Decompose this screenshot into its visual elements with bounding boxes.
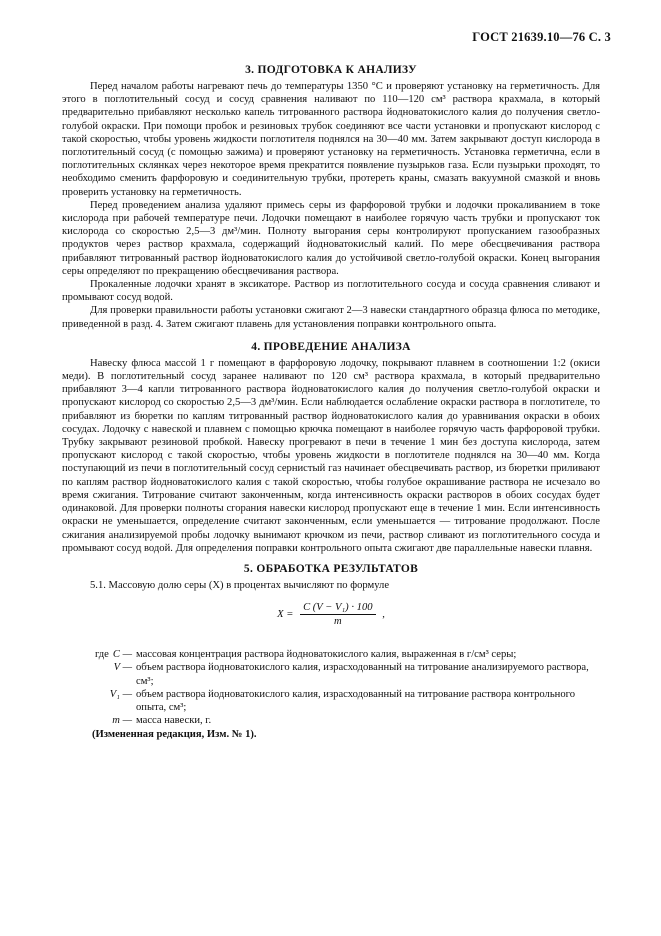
formula-lhs: X = bbox=[277, 609, 294, 621]
page-content bbox=[62, 58, 600, 740]
section-3-title: 3. ПОДГОТОВКА К АНАЛИЗУ bbox=[245, 64, 417, 76]
section-3-paragraph-3: Прокаленные лодочки хранят в эксикаторе. Раствор из поглотительного сосуда и сосуда сравнения сливают и промывают сосуд водой. bbox=[62, 279, 600, 304]
formula-numerator: C (V − V₁) · 100 bbox=[300, 602, 376, 615]
formula bbox=[62, 602, 600, 640]
formula-denominator: m bbox=[333, 616, 342, 628]
definition-row bbox=[62, 661, 600, 687]
running-header: ГОСТ 21639.10—76 С. 3 bbox=[472, 30, 611, 44]
definition-text: масса навески, г. bbox=[136, 715, 212, 727]
definition-symbol: C — bbox=[112, 649, 132, 661]
section-5-title: 5. ОБРАБОТКА РЕЗУЛЬТАТОВ bbox=[243, 562, 419, 575]
symbol-definitions bbox=[62, 648, 600, 727]
definition-row bbox=[62, 688, 600, 714]
definition-symbol: m — bbox=[112, 715, 132, 727]
definition-text: массовая концентрация раствора йодноватокислого калия, выраженная в г/см³ серы; bbox=[136, 649, 517, 661]
definition-symbol: V — bbox=[113, 662, 132, 674]
section-4-title: 4. ПРОВЕДЕНИЕ АНАЛИЗА bbox=[251, 340, 411, 353]
section-4-paragraph-1: Навеску флюса массой 1 г помещают в фарфоровую лодочку, покрывают плавнем в соотношении 1:2 (окиси меди). В поглотительный сосуд заранее наливают по 120 см³ раствора крахмала, в который предварительно прибавляют 3—4 капли титрованного раствора йодноватокислого калия до получения светло-голубой окраски и пропускают кислород со скоростью 2,5—3 дм³/мин. Если наблюдается ослабление окраски раствора в поглотителе, то прибавляют из бюретки по каплям титрованный раствор йодноватокислого калия до уравнивания окраски в обоих сосудах. Лодочку с навеской и плавнем с помощью крючка помещают в наиболее горячую часть фарфоровой трубки. Трубку закрывают резиновой пробкой. Навеску прогревают в печи в течение 1 мин без доступа кислорода, затем пропускают кислород с такой скоростью, чтобы уровень жидкости в поглотителе поднялся на 30—40 мм. Когда поступающий из печи в поглотительный сосуд сернистый газ начинает обесцвечивать раствор, из бюретки приливают по каплям раствор йодноватокислого калия с такой скоростью, чтобы голубое окрашивание раствора не исчезало во время сжигания. Титрование считают законченным, когда интенсивность окраски растворов в обоих сосудах будет одинаковой. Для проверки полноты сгорания навески кислород пропускают еще в течение 1 мин. Если интенсивность окраски не уменьшается, определение считают законченным, если уменьшается — титрование продолжают. После сжигания анализируемой пробы лодочку вынимают крючком из печи, раствор сливают из поглотительного сосуда и промывают сосуд водой. Для определения поправки контрольного опыта сжигают две параллельные навески плавня. bbox=[62, 357, 600, 554]
formula-tail: , bbox=[382, 609, 385, 621]
section-3-paragraph-2: Перед проведением анализа удаляют примесь серы из фарфоровой трубки и лодочки прокаливанием в токе кислорода при рабочей температуре печи. Лодочки помещают в наиболее горячую часть трубки и пропускают ток кислорода со скоростью 2,5—3 дм³/мин. Полноту выгорания серы контролируют пропусканием газообразных продуктов через раствор крахмала, содержащий йодноватокислый калий. По мере обесцвечивания раствора прибавляют титрованный раствор йодноватокислого калия до устойчивой светло-голубой окраски. Конец выгорания серы определяют по прекращению обесцвечивания раствора. bbox=[62, 199, 600, 277]
definition-lead: где bbox=[94, 649, 109, 661]
clause-5-1: 5.1. Массовую долю серы (X) в процентах вычисляют по формуле bbox=[90, 579, 390, 591]
edition-note: (Измененная редакция, Изм. № 1). bbox=[92, 729, 257, 741]
definition-text: объем раствора йодноватокислого калия, израсходованный на титрование анализируемого раствора, см³; bbox=[136, 662, 589, 687]
definition-row bbox=[62, 648, 600, 661]
section-3-paragraph-1: Перед началом работы нагревают печь до температуры 1350 °С и проверяют установку на герметичность. Для этого в поглотительный сосуд и сосуд сравнения наливают по 110—120 см³ раствора крахмала, в который предварительно прибавляют несколько капель титрованного раствора йодноватокислого калия до получения светло-голубой окраски. При помощи пробок и резиновых трубок соединяют все части установки и пропускают кислород с такой скоростью, чтобы уровень жидкости поглотителя поднялся на 30—40 мм. Затем закрывают доступ кислорода в поглотительный сосуд (с помощью зажима) и проверяют установку на герметичность. Установка герметична, если в поглотительных склянках через некоторое время прекратится появление пузырьков газа. Если пузырьки проходят, то необходимо сменить фарфоровую и соединительную трубки, протереть краны, смазать вакуумной смазкой и вновь проверить установку на герметичность. bbox=[62, 81, 600, 198]
formula-fraction bbox=[300, 602, 376, 627]
section-3-paragraph-4: Для проверки правильности работы установки сжигают 2—3 навески стандартного образца флюса по методике, приведенной в разд. 4. Затем сжигают плавень для установления поправки контрольного опыта. bbox=[62, 305, 600, 330]
definition-row bbox=[62, 714, 600, 727]
definition-symbol: V₁ — bbox=[109, 688, 132, 700]
definition-text: объем раствора йодноватокислого калия, израсходованный на титрование раствора контрольного опыта, см³; bbox=[136, 688, 575, 713]
